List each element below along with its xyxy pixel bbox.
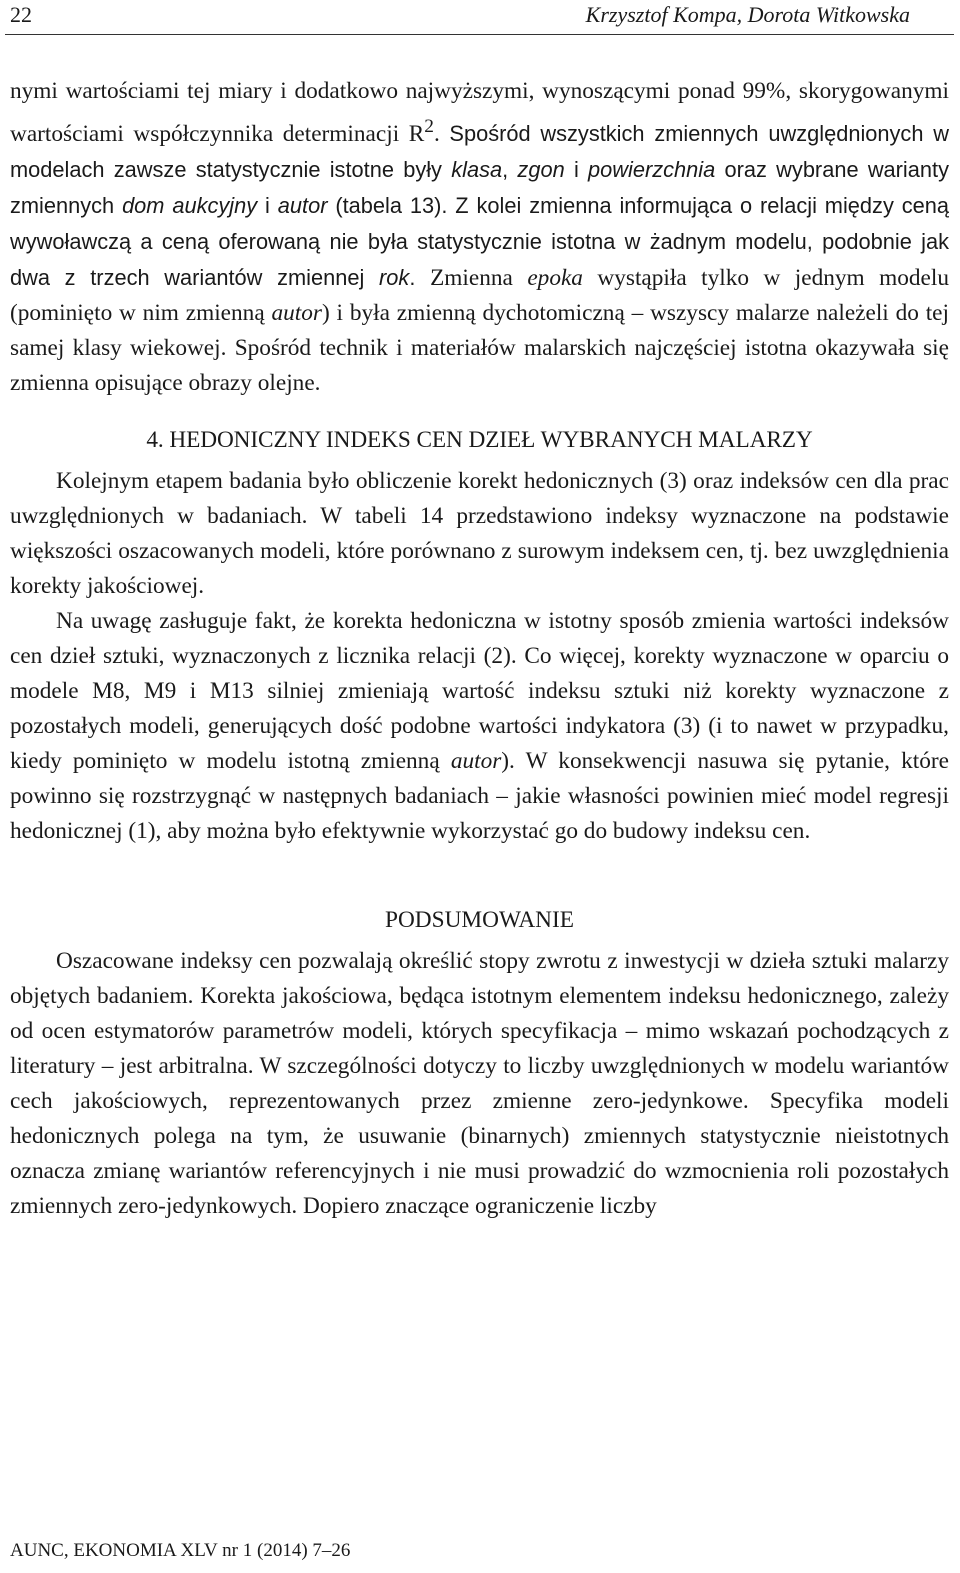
variable-name: zgon: [517, 156, 565, 182]
paragraph-continued: nymi wartościami tej miary i dodatkowo najwyższymi, wynoszącymi ponad 99%, skorygowanymi wartościami współczynnika determinacji $R^2$. Spośród wszystkich zmiennych uwzględnionych w modelach zawsze statystycznie istotne były klasa, zgon i powierzchnia oraz wybrane warianty zmiennych dom aukcyjny i autor (tabela 13). Z kolei zmienna informująca o relacji między ceną wywoławczą a ceną oferowaną nie była statystycznie istotna w żadnym modelu, podobnie jak dwa z trzech wariantów zmiennej rok. Zmienna epoka wystąpiła tylko w jednym modelu (pominięto w nim zmienną autor) i była zmienną dychotomiczną – wszyscy malarze należeli do tej samej klasy wiekowej. Spośród technik i materiałów malarskich najczęściej istotna okazywała się zmienna opisujące obrazy olejne.: [10, 78, 949, 396]
section-heading: 4. HEDONICZNY INDEKS CEN DZIEŁ WYBRANYCH MALARZY: [146, 426, 813, 453]
variable-name: powierzchnia: [588, 156, 716, 182]
paragraph: Oszacowane indeksy cen pozwalają określić stopy zwrotu z inwestycji w dzieła sztuki malarzy objętych badaniem. Korekta jakościowa, będąca istotnym elementem indeksu hedonicznego, zależy od ocen estymatorów parametrów modeli, których specyfikacja – mimo wskazań pochodzących z literatury – jest arbitralna. W szczególności dotyczy to liczby uwzględnionych w modelu wariantów cech jakościowych, reprezentowanych przez zmienne zero-jedynkowe. Specyfika modeli hedonicznych polega na tym, że usuwanie (binarnych) zmiennych statystycznie nieistotnych oznacza zmianę wariantów referencyjnych i nie musi prowadzić do wzmocnienia roli pozostałych zmiennych zero-jedynkowych. Dopiero znaczące ograniczenie liczby: [10, 947, 949, 1219]
section-heading: PODSUMOWANIE: [385, 906, 574, 933]
variable-name: epoka: [527, 264, 583, 291]
article-body: [10, 74, 949, 1224]
variable-name: autor: [277, 192, 328, 218]
running-head-authors: Krzysztof Kompa, Dorota Witkowska: [585, 2, 910, 27]
variable-name: autor: [271, 299, 322, 326]
superscript: 2: [424, 116, 434, 137]
page-header: [10, 0, 948, 30]
paragraph: Kolejnym etapem badania było obliczenie korekt hedonicznych (3) oraz indeksów cen dla prac uwzględnionych w badaniach. W tabeli 14 przedstawiono indeksy wyznaczone na podstawie większości oszacowanych modeli, które porównano z surowym indeksem cen, tj. bez uwzględnienia korekty jakościowej.: [10, 467, 949, 599]
header-rule: [5, 34, 954, 35]
sans-text-run: Spośród wszystkich zmiennych uwzględnionych w modelach zawsze statystycznie istotne były klasa, zgon i powierzchnia oraz wybrane warianty zmiennych dom aukcyjny i autor (tabela 13). Z kolei zmienna informująca o relacji między ceną wywoławczą a ceną oferowaną nie była statystycznie istotna w żadnym modelu, podobnie jak dwa z trzech wariantów zmiennej rok.: [10, 120, 949, 290]
variable-name: dom aukcyjny: [122, 192, 258, 218]
paragraph: Na uwagę zasługuje fakt, że korekta hedoniczna w istotny sposób zmienia wartości indeksów cen dzieł sztuki, wyznaczonych z licznika relacji (2). Co więcej, korekty wyznaczone w oparciu o modele M8, M9 i M13 silniej zmieniają wartość indeksu sztuki niż korekty wyznaczone z pozostałych modeli, generujących dość podobne wartości indykatora (3) (i to nawet w przypadku, kiedy pominięto w modelu istotną zmienną autor). W konsekwencji nasuwa się pytanie, które powinno się rozstrzygnąć w następnych badaniach – jakie własności powinien mieć model regresji hedonicznej (1), aby można było efektywnie wykorzystać go do budowy indeksu cen.: [10, 607, 949, 844]
page-number: 22: [10, 2, 32, 27]
variable-name: klasa: [451, 156, 503, 182]
page-footer-citation: AUNC, EKONOMIA XLV nr 1 (2014) 7–26: [10, 1540, 351, 1561]
variable-name: rok: [379, 264, 410, 290]
variable-name: autor: [450, 747, 502, 774]
